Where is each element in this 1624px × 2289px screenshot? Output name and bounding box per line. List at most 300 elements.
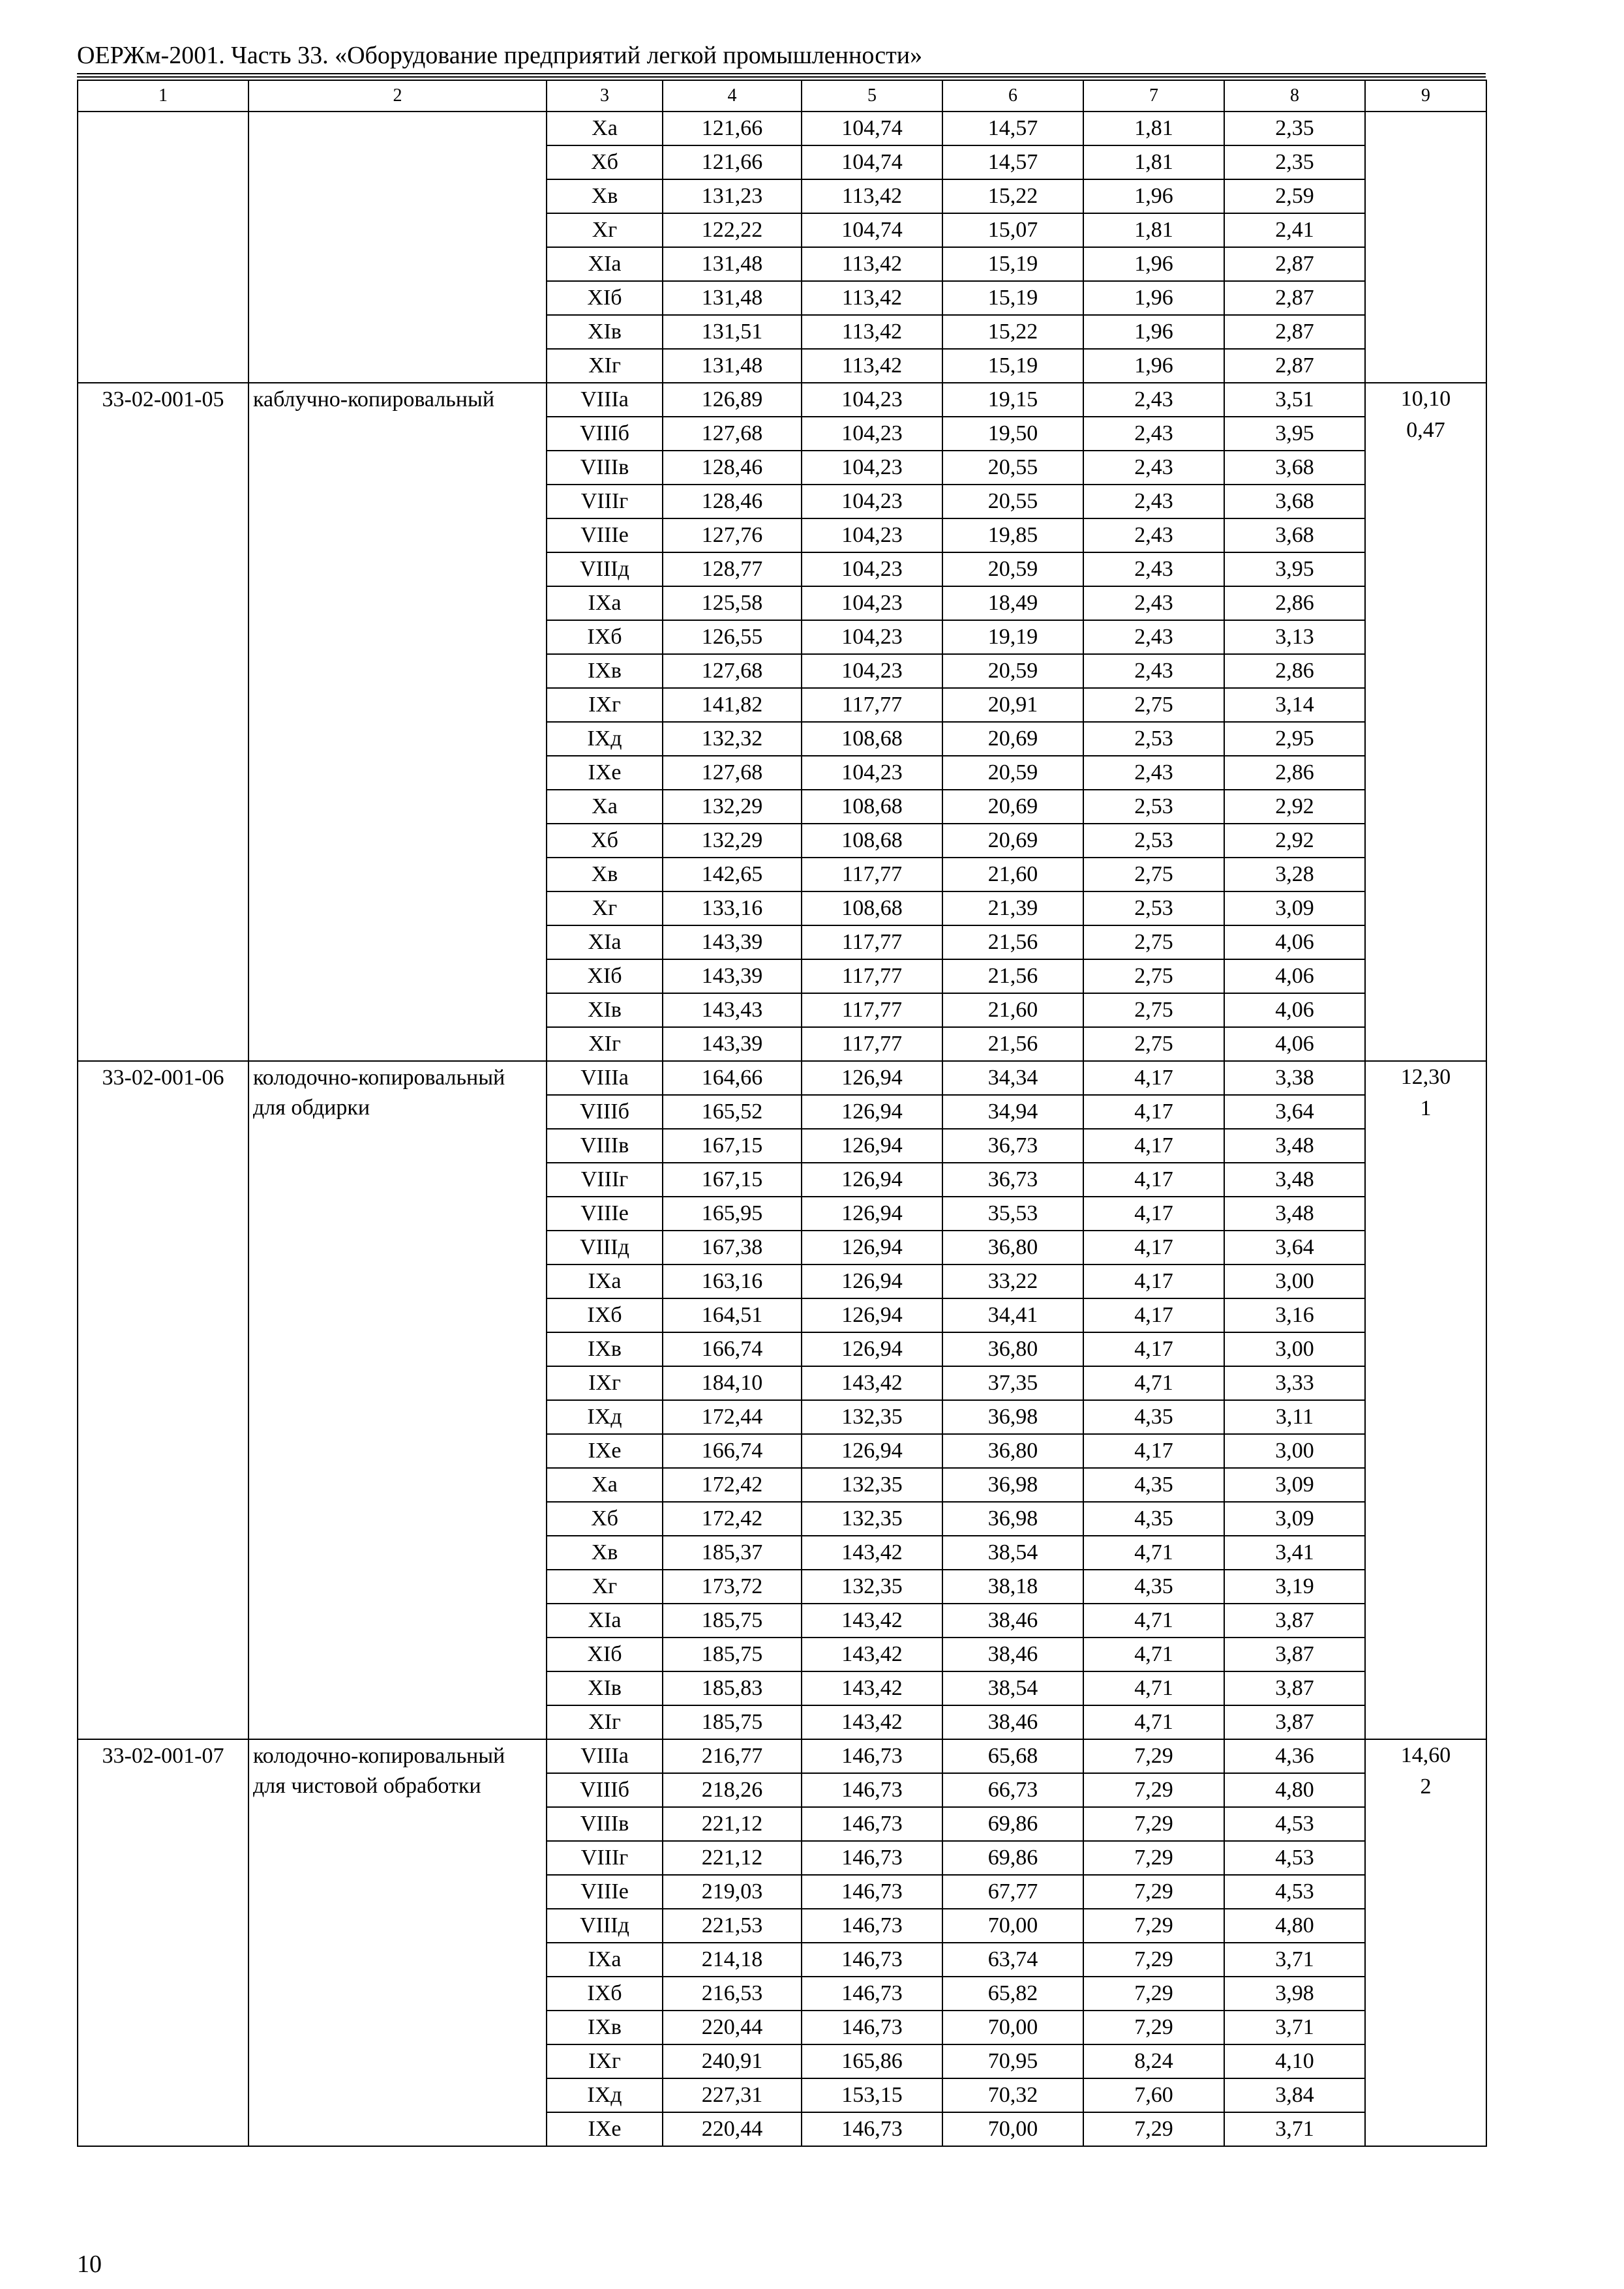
table-cell: 104,23 <box>802 756 942 790</box>
table-cell: 14,57 <box>942 112 1083 145</box>
table-cell: 4,17 <box>1083 1231 1224 1264</box>
table-cell: 36,80 <box>942 1231 1083 1264</box>
page-number: 10 <box>77 2251 102 2278</box>
table-cell: 3,16 <box>1224 1298 1365 1332</box>
table-cell: 104,74 <box>802 213 942 247</box>
item-name <box>248 112 547 383</box>
table-cell: 2,41 <box>1224 213 1365 247</box>
table-cell: 104,23 <box>802 485 942 518</box>
table-cell: VIIIe <box>547 1197 663 1231</box>
table-cell: 4,06 <box>1224 959 1365 993</box>
table-cell: 20,55 <box>942 451 1083 485</box>
table-cell: 132,35 <box>802 1570 942 1604</box>
table-cell: 141,82 <box>663 688 802 722</box>
table-cell: 3,95 <box>1224 417 1365 451</box>
table-cell: 38,46 <box>942 1638 1083 1671</box>
table-cell: 240,91 <box>663 2044 802 2078</box>
rates-table <box>77 80 1487 2147</box>
column-9-cell <box>1365 383 1486 1061</box>
table-cell: 2,35 <box>1224 145 1365 179</box>
table-cell: 2,43 <box>1083 383 1224 417</box>
table-cell: Xб <box>547 1502 663 1536</box>
table-cell: 3,64 <box>1224 1095 1365 1129</box>
table-cell: 117,77 <box>802 959 942 993</box>
table-cell: 2,87 <box>1224 281 1365 315</box>
table-cell: 2,75 <box>1083 688 1224 722</box>
table-cell: IXд <box>547 722 663 756</box>
table-cell: 20,59 <box>942 654 1083 688</box>
table-cell: 2,59 <box>1224 179 1365 213</box>
table-cell: 4,17 <box>1083 1197 1224 1231</box>
table-cell: 4,17 <box>1083 1095 1224 1129</box>
table-cell: 7,29 <box>1083 1841 1224 1875</box>
table-cell: 8,24 <box>1083 2044 1224 2078</box>
table-cell: 18,49 <box>942 586 1083 620</box>
table-cell: Xб <box>547 145 663 179</box>
table-cell: 131,51 <box>663 315 802 349</box>
table-cell: 132,35 <box>802 1468 942 1502</box>
table-cell: 15,19 <box>942 349 1083 383</box>
column-9-value <box>1370 143 1482 175</box>
table-cell: 21,60 <box>942 858 1083 891</box>
table-cell: 38,54 <box>942 1671 1083 1705</box>
table-cell: 153,15 <box>802 2078 942 2112</box>
table-cell: 117,77 <box>802 993 942 1027</box>
table-cell: 104,23 <box>802 451 942 485</box>
table-cell: 4,71 <box>1083 1705 1224 1739</box>
table-cell: 131,48 <box>663 349 802 383</box>
table-cell: 128,46 <box>663 451 802 485</box>
table-cell: VIIIe <box>547 1875 663 1909</box>
table-cell: 108,68 <box>802 891 942 925</box>
table-cell: 3,33 <box>1224 1366 1365 1400</box>
table-cell: 4,17 <box>1083 1298 1224 1332</box>
table-cell: 126,94 <box>802 1434 942 1468</box>
table-cell: 221,12 <box>663 1807 802 1841</box>
table-cell: 2,43 <box>1083 417 1224 451</box>
table-cell: 126,94 <box>802 1231 942 1264</box>
table-cell: 4,71 <box>1083 1671 1224 1705</box>
table-cell: VIIIд <box>547 552 663 586</box>
table-cell: VIIIб <box>547 1773 663 1807</box>
table-cell: 4,71 <box>1083 1366 1224 1400</box>
table-cell: IXe <box>547 2112 663 2146</box>
table-cell: 2,75 <box>1083 858 1224 891</box>
table-cell: 4,35 <box>1083 1502 1224 1536</box>
table-row <box>78 112 1486 145</box>
table-cell: 4,17 <box>1083 1129 1224 1163</box>
table-cell: 70,00 <box>942 2112 1083 2146</box>
table-cell: 20,55 <box>942 485 1083 518</box>
table-cell: 70,00 <box>942 2011 1083 2044</box>
table-cell: 2,43 <box>1083 620 1224 654</box>
table-cell: 21,56 <box>942 1027 1083 1061</box>
table-cell: 146,73 <box>802 2112 942 2146</box>
item-name: каблучно-копировальный <box>248 383 547 1061</box>
table-cell: 128,77 <box>663 552 802 586</box>
column-number: 2 <box>248 80 547 112</box>
table-cell: 19,50 <box>942 417 1083 451</box>
table-cell: 108,68 <box>802 722 942 756</box>
table-cell: 4,06 <box>1224 925 1365 959</box>
table-cell: 113,42 <box>802 179 942 213</box>
table-cell: 104,74 <box>802 112 942 145</box>
table-cell: 7,29 <box>1083 1875 1224 1909</box>
table-cell: 3,00 <box>1224 1264 1365 1298</box>
item-name: колодочно-копировальный для чистовой обработки <box>248 1739 547 2146</box>
table-cell: 127,76 <box>663 518 802 552</box>
table-cell: 70,00 <box>942 1909 1083 1943</box>
table-cell: 3,48 <box>1224 1163 1365 1197</box>
table-cell: 2,53 <box>1083 824 1224 858</box>
table-cell: 2,43 <box>1083 654 1224 688</box>
column-9-cell <box>1365 112 1486 383</box>
table-cell: 66,73 <box>942 1773 1083 1807</box>
column-9-value: 2 <box>1420 1774 1432 1799</box>
table-cell: 132,29 <box>663 790 802 824</box>
table-cell: 127,68 <box>663 417 802 451</box>
table-cell: 70,32 <box>942 2078 1083 2112</box>
table-cell: 126,94 <box>802 1061 942 1095</box>
table-cell: 143,42 <box>802 1671 942 1705</box>
table-cell: 34,94 <box>942 1095 1083 1129</box>
table-cell: 34,34 <box>942 1061 1083 1095</box>
table-cell: 121,66 <box>663 112 802 145</box>
table-cell: 19,15 <box>942 383 1083 417</box>
table-cell: 2,35 <box>1224 112 1365 145</box>
table-cell: 131,23 <box>663 179 802 213</box>
column-number: 5 <box>802 80 942 112</box>
table-cell: Xб <box>547 824 663 858</box>
table-cell: XIв <box>547 315 663 349</box>
table-cell: 146,73 <box>802 1875 942 1909</box>
item-name: колодочно-копировальный для обдирки <box>248 1061 547 1739</box>
table-cell: IXб <box>547 620 663 654</box>
table-cell: Xг <box>547 891 663 925</box>
table-cell: 104,23 <box>802 586 942 620</box>
column-number: 6 <box>942 80 1083 112</box>
table-cell: 214,18 <box>663 1943 802 1977</box>
table-cell: 146,73 <box>802 1739 942 1773</box>
table-cell: 1,96 <box>1083 281 1224 315</box>
column-number-row <box>78 80 1486 112</box>
table-cell: 142,65 <box>663 858 802 891</box>
table-cell: 127,68 <box>663 756 802 790</box>
table-cell: 3,19 <box>1224 1570 1365 1604</box>
table-cell: 221,53 <box>663 1909 802 1943</box>
table-cell: 20,69 <box>942 722 1083 756</box>
table-cell: 4,36 <box>1224 1739 1365 1773</box>
table-cell: 36,80 <box>942 1332 1083 1366</box>
table-cell: 117,77 <box>802 1027 942 1061</box>
table-cell: 3,87 <box>1224 1604 1365 1638</box>
table-cell: 2,53 <box>1083 790 1224 824</box>
table-cell: 7,29 <box>1083 1773 1224 1807</box>
table-cell: XIa <box>547 1604 663 1638</box>
table-cell: 3,41 <box>1224 1536 1365 1570</box>
table-cell: Xa <box>547 1468 663 1502</box>
column-number: 1 <box>78 80 248 112</box>
table-cell: 3,14 <box>1224 688 1365 722</box>
table-cell: 220,44 <box>663 2011 802 2044</box>
table-cell: 122,22 <box>663 213 802 247</box>
table-cell: Xa <box>547 790 663 824</box>
table-cell: VIIIб <box>547 417 663 451</box>
table-cell: 126,94 <box>802 1129 942 1163</box>
table-cell: 38,46 <box>942 1705 1083 1739</box>
table-cell: 185,37 <box>663 1536 802 1570</box>
table-cell: XIг <box>547 1705 663 1739</box>
table-cell: 21,39 <box>942 891 1083 925</box>
table-cell: 143,42 <box>802 1705 942 1739</box>
table-cell: 126,89 <box>663 383 802 417</box>
table-cell: 3,00 <box>1224 1434 1365 1468</box>
table-cell: 126,55 <box>663 620 802 654</box>
table-cell: 37,35 <box>942 1366 1083 1400</box>
table-cell: 1,81 <box>1083 112 1224 145</box>
table-cell: 36,73 <box>942 1129 1083 1163</box>
table-cell: 1,96 <box>1083 179 1224 213</box>
table-cell: 70,95 <box>942 2044 1083 2078</box>
table-cell: 69,86 <box>942 1841 1083 1875</box>
table-cell: 117,77 <box>802 925 942 959</box>
table-cell: 15,22 <box>942 179 1083 213</box>
table-cell: Xг <box>547 213 663 247</box>
column-number: 4 <box>663 80 802 112</box>
table-cell: 20,59 <box>942 756 1083 790</box>
table-cell: 126,94 <box>802 1197 942 1231</box>
table-cell: 4,80 <box>1224 1909 1365 1943</box>
table-cell: 146,73 <box>802 1977 942 2011</box>
table-cell: 2,43 <box>1083 756 1224 790</box>
table-cell: 2,43 <box>1083 451 1224 485</box>
table-cell: 165,86 <box>802 2044 942 2078</box>
table-cell: 35,53 <box>942 1197 1083 1231</box>
table-cell: VIIIд <box>547 1909 663 1943</box>
table-cell: IXд <box>547 1400 663 1434</box>
table-cell: 4,35 <box>1083 1400 1224 1434</box>
table-cell: 146,73 <box>802 1807 942 1841</box>
table-cell: 21,60 <box>942 993 1083 1027</box>
table-cell: VIIIв <box>547 1129 663 1163</box>
table-cell: 146,73 <box>802 1943 942 1977</box>
table-cell: 1,96 <box>1083 247 1224 281</box>
table-cell: XIб <box>547 281 663 315</box>
table-cell: VIIIв <box>547 451 663 485</box>
table-cell: 227,31 <box>663 2078 802 2112</box>
table-cell: IXг <box>547 688 663 722</box>
table-cell: 36,80 <box>942 1434 1083 1468</box>
table-cell: 2,43 <box>1083 586 1224 620</box>
table-cell: 104,23 <box>802 620 942 654</box>
table-cell: 20,91 <box>942 688 1083 722</box>
table-cell: 3,98 <box>1224 1977 1365 2011</box>
table-cell: 21,56 <box>942 925 1083 959</box>
table-cell: 104,23 <box>802 417 942 451</box>
column-9-value <box>1370 112 1482 143</box>
table-cell: 65,68 <box>942 1739 1083 1773</box>
table-cell: 1,81 <box>1083 145 1224 179</box>
table-row <box>78 1061 1486 1095</box>
table-cell: 4,71 <box>1083 1604 1224 1638</box>
column-9-value: 12,30 <box>1400 1065 1451 1089</box>
table-cell: 14,57 <box>942 145 1083 179</box>
table-cell: 2,75 <box>1083 959 1224 993</box>
table-cell: 143,42 <box>802 1366 942 1400</box>
table-cell: XIa <box>547 247 663 281</box>
table-cell: 4,35 <box>1083 1570 1224 1604</box>
table-cell: 220,44 <box>663 2112 802 2146</box>
table-cell: 7,29 <box>1083 2011 1224 2044</box>
table-body <box>78 80 1486 2146</box>
table-cell: 164,51 <box>663 1298 802 1332</box>
table-cell: 1,96 <box>1083 349 1224 383</box>
table-cell: 143,39 <box>663 1027 802 1061</box>
table-cell: 3,71 <box>1224 2011 1365 2044</box>
table-cell: 146,73 <box>802 1773 942 1807</box>
table-cell: 3,68 <box>1224 485 1365 518</box>
table-cell: 4,17 <box>1083 1332 1224 1366</box>
table-cell: XIa <box>547 925 663 959</box>
table-cell: 126,94 <box>802 1163 942 1197</box>
table-cell: IXa <box>547 1943 663 1977</box>
table-cell: 38,46 <box>942 1604 1083 1638</box>
table-cell: VIIIa <box>547 383 663 417</box>
table-cell: 3,11 <box>1224 1400 1365 1434</box>
table-row <box>78 1739 1486 1773</box>
table-cell: 104,23 <box>802 383 942 417</box>
table-cell: Xa <box>547 112 663 145</box>
table-cell: IXe <box>547 756 663 790</box>
column-9-value: 0,47 <box>1406 418 1445 442</box>
table-cell: 121,66 <box>663 145 802 179</box>
table-cell: 3,13 <box>1224 620 1365 654</box>
table-cell: 2,92 <box>1224 790 1365 824</box>
table-cell: 3,71 <box>1224 1943 1365 1977</box>
table-cell: 2,92 <box>1224 824 1365 858</box>
table-cell: 1,81 <box>1083 213 1224 247</box>
item-code: 33-02-001-05 <box>78 383 248 1061</box>
table-cell: Xг <box>547 1570 663 1604</box>
table-cell: 131,48 <box>663 247 802 281</box>
table-cell: 221,12 <box>663 1841 802 1875</box>
table-cell: 126,94 <box>802 1332 942 1366</box>
table-cell: XIб <box>547 1638 663 1671</box>
table-cell: 15,22 <box>942 315 1083 349</box>
table-cell: 65,82 <box>942 1977 1083 2011</box>
table-cell: 4,06 <box>1224 1027 1365 1061</box>
table-cell: 4,35 <box>1083 1468 1224 1502</box>
table-cell: 3,09 <box>1224 1468 1365 1502</box>
table-cell: 185,75 <box>663 1604 802 1638</box>
table-cell: 2,75 <box>1083 1027 1224 1061</box>
table-cell: 2,75 <box>1083 925 1224 959</box>
table-cell: IXд <box>547 2078 663 2112</box>
table-cell: 4,53 <box>1224 1807 1365 1841</box>
table-cell: 4,10 <box>1224 2044 1365 2078</box>
column-9-cell <box>1365 1739 1486 2146</box>
table-cell: 108,68 <box>802 824 942 858</box>
table-cell: VIIIe <box>547 518 663 552</box>
table-cell: 132,29 <box>663 824 802 858</box>
table-cell: 3,28 <box>1224 858 1365 891</box>
table-cell: 126,94 <box>802 1298 942 1332</box>
table-cell: 4,17 <box>1083 1264 1224 1298</box>
table-cell: 4,71 <box>1083 1638 1224 1671</box>
table-cell: 19,19 <box>942 620 1083 654</box>
table-cell: 2,87 <box>1224 349 1365 383</box>
table-cell: 21,56 <box>942 959 1083 993</box>
table-cell: 128,46 <box>663 485 802 518</box>
table-cell: 2,75 <box>1083 993 1224 1027</box>
header-rule <box>77 73 1486 78</box>
table-cell: 7,29 <box>1083 1739 1224 1773</box>
table-cell: 143,42 <box>802 1536 942 1570</box>
table-cell: 3,84 <box>1224 2078 1365 2112</box>
table-cell: 165,52 <box>663 1095 802 1129</box>
table-cell: 38,54 <box>942 1536 1083 1570</box>
table-cell: VIIIб <box>547 1095 663 1129</box>
table-cell: IXe <box>547 1434 663 1468</box>
page-header-title: ОЕРЖм-2001. Часть 33. «Оборудование предприятий легкой промышленности» <box>77 42 923 69</box>
table-cell: IXг <box>547 2044 663 2078</box>
table-cell: 133,16 <box>663 891 802 925</box>
table-cell: 36,98 <box>942 1502 1083 1536</box>
table-cell: 4,53 <box>1224 1841 1365 1875</box>
table-cell: XIб <box>547 959 663 993</box>
column-9-cell <box>1365 1061 1486 1739</box>
table-cell: VIIIa <box>547 1061 663 1095</box>
table-cell: VIIIa <box>547 1739 663 1773</box>
table-cell: 36,73 <box>942 1163 1083 1197</box>
table-cell: 146,73 <box>802 1841 942 1875</box>
table-cell: 104,23 <box>802 552 942 586</box>
table-cell: 3,68 <box>1224 518 1365 552</box>
column-9-value: 14,60 <box>1400 1743 1451 1767</box>
table-cell: 4,17 <box>1083 1434 1224 1468</box>
table-cell: 113,42 <box>802 247 942 281</box>
table-cell: 143,43 <box>663 993 802 1027</box>
table-cell: 218,26 <box>663 1773 802 1807</box>
table-cell: 117,77 <box>802 688 942 722</box>
table-cell: 2,95 <box>1224 722 1365 756</box>
table-cell: 15,07 <box>942 213 1083 247</box>
table-cell: Xв <box>547 179 663 213</box>
table-cell: 104,23 <box>802 654 942 688</box>
table-cell: 126,94 <box>802 1264 942 1298</box>
table-cell: 146,73 <box>802 1909 942 1943</box>
table-cell: VIIIг <box>547 1841 663 1875</box>
table-cell: 185,75 <box>663 1638 802 1671</box>
table-cell: Xв <box>547 1536 663 1570</box>
table-row <box>78 383 1486 417</box>
table-cell: 3,68 <box>1224 451 1365 485</box>
table-cell: 3,00 <box>1224 1332 1365 1366</box>
table-cell: 2,86 <box>1224 586 1365 620</box>
table-cell: 4,17 <box>1083 1061 1224 1095</box>
table-cell: VIIIд <box>547 1231 663 1264</box>
table-cell: 2,43 <box>1083 485 1224 518</box>
column-number: 9 <box>1365 80 1486 112</box>
table-cell: IXa <box>547 586 663 620</box>
table-cell: 2,53 <box>1083 891 1224 925</box>
table-cell: 132,32 <box>663 722 802 756</box>
table-cell: 216,53 <box>663 1977 802 2011</box>
table-cell: 167,15 <box>663 1163 802 1197</box>
table-cell: 125,58 <box>663 586 802 620</box>
table-cell: 113,42 <box>802 281 942 315</box>
table-cell: 4,71 <box>1083 1536 1224 1570</box>
